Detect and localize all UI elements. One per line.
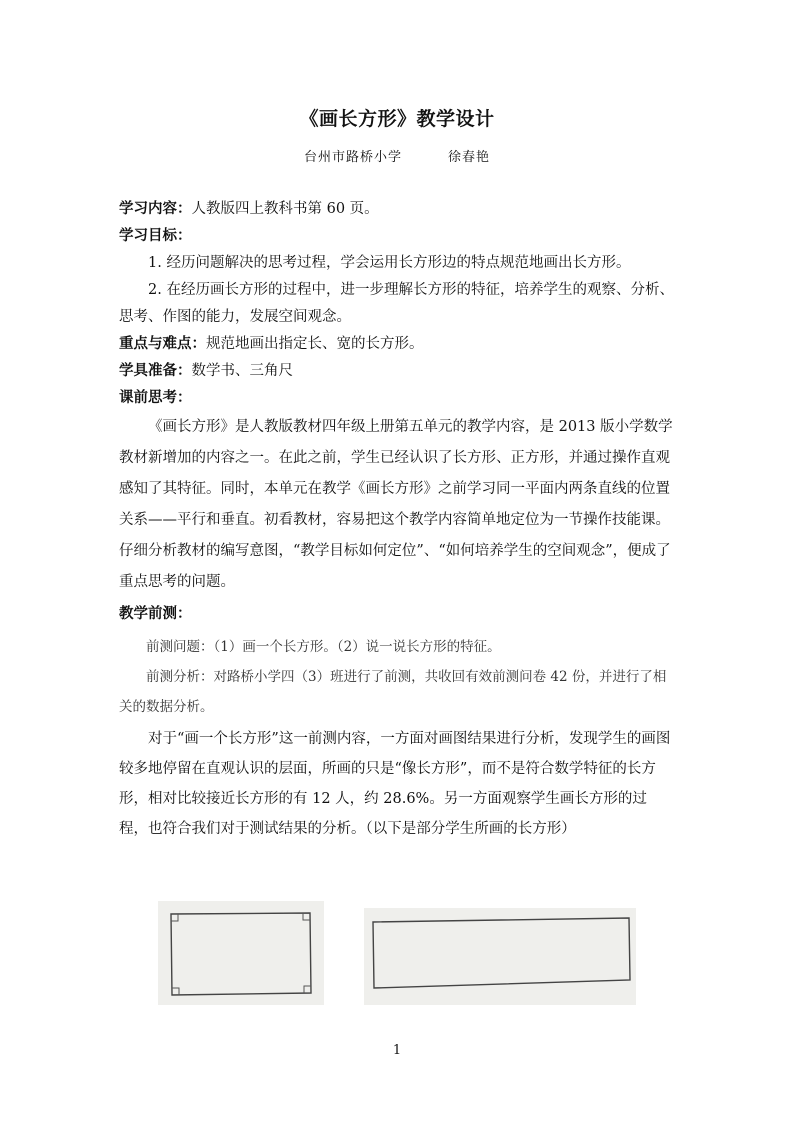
document-body [119, 196, 675, 844]
pretest-paragraph: 对于“画一个长方形”这一前测内容，一方面对画图结果进行分析，发现学生的画图较多地停留在直观认识的层面，所画的只是“像长方形”，而不是符合数学特征的长方形，相对比较接近长方形的有 12 人，约 28.6%。另一方面观察学生画长方形的过程，也符合我们对于测试结果的分析。（以下是部分学生所画的长方形） [119, 731, 671, 837]
content-line [119, 196, 675, 223]
page-number: 1 [392, 1043, 402, 1058]
prethink-paragraph: 《画长方形》是人教版教材四年级上册第五单元的教学内容，是 2013 版小学数学教材新增加的内容之一。在此之前，学生已经认识了长方形、正方形，并通过操作直观感知了其特征。同时，本单元在教学《画长方形》之前学习同一平面内两条直线的位置关系——平行和垂直。初看教材，容易把这个教学内容简单地定位为一节操作技能课。仔细分析教材的编写意图，“教学目标如何定位”、“如何培养学生的空间观念”，便成了重点思考的问题。 [119, 419, 673, 590]
author-name: 徐春艳 [448, 150, 491, 165]
focus-line [119, 331, 675, 358]
goal-item-1: 1. 经历问题解决的思考过程，学会运用长方形边的特点规范地画出长方形。 [148, 255, 631, 271]
pretest-analysis: 前测分析：对路桥小学四（3）班进行了前测，共收回有效前测问卷 42 份，并进行了相关的数据分析。 [119, 669, 667, 715]
byline [0, 146, 794, 165]
goals-heading: 学习目标： [119, 228, 192, 244]
goal-item-2: 2. 在经历画长方形的过程中，进一步理解长方形的特征，培养学生的观察、分析、思考、作图的能力，发展空间观念。 [119, 282, 674, 325]
content-label: 学习内容： [119, 201, 192, 217]
student-drawing-1 [158, 901, 324, 1005]
student-drawing-2 [364, 908, 636, 1005]
content-text: 人教版四上教科书第 60 页。 [191, 201, 379, 217]
tools-line [119, 358, 675, 385]
tools-text: 数学书、三角尺 [191, 363, 293, 379]
prethink-heading: 课前思考： [119, 390, 192, 406]
rectangle-drawing-2 [364, 908, 636, 1005]
rectangle-drawing-1 [158, 901, 324, 1005]
pretest-questions: 前测问题：（1）画一个长方形。（2）说一说长方形的特征。 [146, 639, 501, 655]
pretest-heading: 教学前测： [119, 606, 192, 622]
focus-label: 重点与难点： [119, 336, 206, 352]
school-name: 台州市路桥小学 [303, 150, 402, 165]
focus-text: 规范地画出指定长、宽的长方形。 [206, 336, 424, 352]
document-title: 《画长方形》教学设计 [299, 108, 495, 130]
tools-label: 学具准备： [119, 363, 192, 379]
